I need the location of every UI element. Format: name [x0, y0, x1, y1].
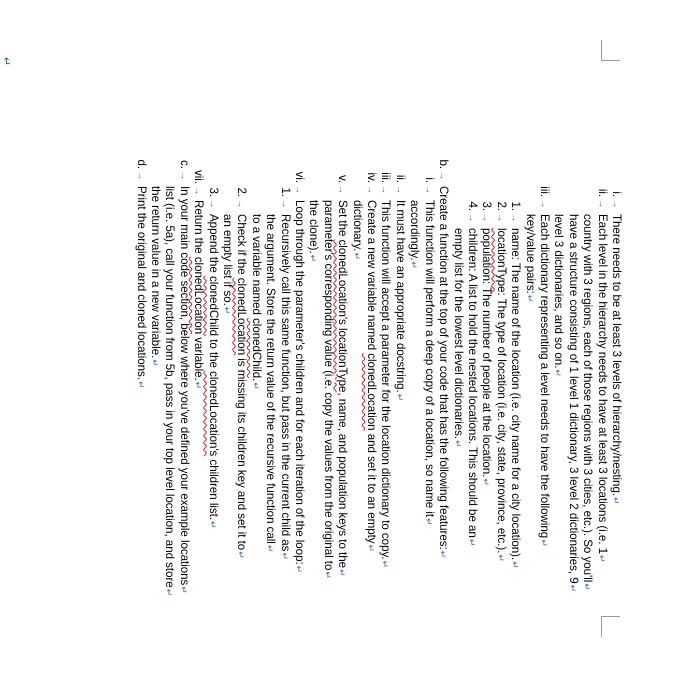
line-text: Print the original and cloned locations.	[134, 186, 148, 380]
tab-arrow-icon: →	[294, 185, 305, 194]
document-line	[479, 160, 493, 700]
paragraph-mark-icon: ↵	[265, 544, 276, 553]
spellcheck-word: clonedLocation's locationType	[336, 239, 350, 393]
tab-arrow-icon: →	[611, 199, 621, 208]
paragraph-mark-icon: ↵	[250, 382, 261, 390]
document-line	[421, 160, 435, 700]
list-marker: 1.→	[509, 201, 523, 222]
document-line	[349, 160, 363, 700]
paragraph-mark-icon: ↵	[207, 521, 218, 529]
paragraph-mark-icon: ↵	[524, 294, 535, 303]
document-line	[234, 160, 248, 700]
line-text: empty list for the lowest level dictionaries.	[451, 228, 465, 440]
document-line	[277, 160, 291, 700]
document-line	[551, 160, 565, 700]
line-text: Append the clonedChild to the clonedLocation's children list.	[206, 214, 220, 520]
document-line	[436, 160, 450, 700]
list-marker: 2.→	[235, 187, 249, 208]
paragraph-mark-icon: ↵	[567, 584, 578, 593]
document-line	[306, 160, 320, 700]
paragraph-mark-icon: ↵	[452, 440, 463, 448]
paragraph-mark-icon: ↵	[222, 306, 233, 315]
tab-arrow-icon: →	[279, 199, 290, 208]
paragraph-mark-icon: ↵	[308, 254, 319, 263]
paragraph-mark-icon: ↵	[236, 551, 247, 559]
paragraph-mark-icon: ↵	[409, 261, 420, 269]
document-line	[407, 160, 421, 700]
document-text-body	[133, 160, 623, 700]
spellcheck-word: clonedLocation	[365, 353, 379, 431]
document-line	[176, 160, 190, 700]
list-marker: 1.→	[278, 187, 292, 208]
paragraph-mark-icon: ↵	[193, 381, 204, 390]
tab-arrow-icon: →	[380, 185, 391, 194]
list-marker: d.→	[134, 159, 148, 180]
line-text: the argument. Store the return value of the recursive function call	[264, 214, 278, 544]
line-text: In your main code section, below where you've defined your example locations	[177, 186, 191, 586]
list-marker: 3.→	[480, 201, 494, 222]
document-line	[580, 160, 594, 700]
tab-arrow-icon: →	[596, 199, 607, 208]
paragraph-mark-icon: ↵	[279, 552, 290, 560]
line-text: parameter's corresponding value (i.e. copy the values from the original to	[321, 200, 335, 571]
line-text: dictionary.	[350, 200, 364, 252]
tab-arrow-icon: →	[423, 185, 434, 194]
paragraph-mark-icon: ↵	[481, 478, 492, 486]
tab-arrow-icon: →	[538, 199, 549, 208]
paragraph-mark-icon: ↵	[337, 568, 348, 577]
line-text: list (i.e. 5a), call your function from 5b, pass in your top level location, and store	[163, 186, 177, 588]
list-marker: vii.→	[192, 170, 206, 195]
spellcheck-word: clonedLocation	[235, 277, 249, 356]
paragraph-mark-icon: ↵	[423, 518, 434, 526]
list-marker: 2.→	[494, 201, 508, 222]
document-line	[148, 160, 162, 700]
tab-arrow-icon: →	[510, 213, 521, 222]
document-line	[594, 160, 608, 700]
list-marker: v.→	[336, 174, 350, 194]
line-text: Loop through the parameter's children and for each iteration of the loop:	[293, 200, 307, 565]
line-text: children: A list to hold the nested locations. This should be an	[465, 228, 479, 538]
line-text: country with 3 regions, each of those regions with 3 cities, etc.). So you'll	[581, 214, 595, 583]
paragraph-mark-icon: ↵	[394, 393, 405, 402]
document-line	[378, 160, 392, 700]
document-line	[320, 160, 334, 700]
line-text: This function will accept a parameter for the location dictionary to copy.	[379, 200, 393, 560]
document-line	[364, 160, 378, 700]
list-marker: i.→	[422, 177, 436, 194]
document-line	[220, 160, 234, 700]
paragraph-mark-icon: ↵	[150, 359, 160, 367]
list-marker: ii.→	[595, 188, 609, 208]
tab-arrow-icon: →	[207, 199, 218, 208]
line-text: Check if the clonedLocation is missing its children key and set it to	[235, 214, 249, 551]
list-marker: iii.→	[379, 172, 393, 194]
paragraph-mark-icon: ↵	[510, 561, 521, 569]
paragraph-mark-icon: ↵	[553, 369, 564, 377]
paragraph-mark-icon: ↵	[322, 571, 333, 579]
tab-arrow-icon: →	[394, 185, 405, 194]
tab-arrow-icon: →	[236, 199, 247, 208]
document-line	[162, 160, 176, 700]
paragraph-mark-icon: ↵	[438, 550, 449, 559]
paragraph-mark-icon: ↵	[582, 583, 593, 591]
paragraph-mark-icon: ↵	[0, 56, 13, 67]
document-line	[537, 160, 551, 700]
list-marker: iii.→	[537, 186, 551, 208]
document-line	[191, 160, 205, 700]
paragraph-mark-icon: ↵	[164, 588, 175, 597]
document-line	[450, 160, 464, 700]
document-line	[133, 160, 147, 700]
line-text: the clone).	[307, 200, 321, 254]
line-text: Return the clonedLocation variable.	[192, 200, 206, 381]
line-text: key/value pairs:	[523, 214, 537, 294]
tab-arrow-icon: →	[366, 185, 377, 194]
paragraph-mark-icon: ↵	[596, 555, 607, 563]
paragraph-mark-icon: ↵	[294, 565, 305, 574]
line-text: have a structure consisting of 1 level 1 dictionary, 3 level 2 dictionaries, 9	[566, 214, 580, 584]
tab-arrow-icon: →	[135, 171, 146, 180]
paragraph-mark-icon: ↵	[495, 554, 506, 562]
line-text: the return value in a new variable.	[149, 186, 162, 359]
paragraph-mark-icon: ↵	[178, 586, 189, 594]
document-line	[609, 160, 623, 700]
line-text: This function will perform a deep copy of a location, so name it	[422, 200, 436, 518]
document-line	[522, 160, 536, 700]
document-line	[205, 160, 219, 700]
paragraph-mark-icon: ↵	[611, 497, 621, 505]
document-line	[263, 160, 277, 700]
paragraph-mark-icon: ↵	[366, 544, 377, 553]
document-line	[335, 160, 349, 700]
spellcheck-word: clonedLocation	[192, 256, 206, 335]
document-line	[292, 160, 306, 700]
tab-arrow-icon: →	[495, 213, 506, 222]
list-marker: b.→	[437, 159, 451, 180]
top-crop-mark	[601, 40, 620, 61]
line-text: There needs to be at least 3 levels of hierarchy/nesting.	[610, 214, 623, 497]
spellcheck-word: locationType	[494, 228, 508, 293]
spellcheck-word: clonedChild	[249, 318, 263, 379]
line-text: It must have an appropriate docstring.	[393, 200, 407, 393]
document-line	[248, 160, 262, 700]
list-marker: iv.→	[365, 172, 379, 194]
list-marker: c.→	[177, 160, 191, 180]
line-text: Each dictionary representing a level needs to have the following	[537, 214, 551, 539]
line-text: to a variable named clonedChild.	[249, 214, 263, 382]
paragraph-mark-icon: ↵	[351, 252, 362, 260]
list-marker: i.→	[610, 191, 623, 208]
document-line	[465, 160, 479, 700]
list-marker: ii.→	[393, 174, 407, 194]
line-text: Create a new variable named clonedLocation and set it to an empty	[365, 200, 379, 544]
line-text: Each level in the hierarchy needs to have at least 3 locations (i.e. 1	[595, 214, 609, 555]
document-line	[508, 160, 522, 700]
line-text: locationType: The type of location (i.e. city, state, province, etc.).	[494, 228, 508, 554]
line-text: Recursively call this same function, but pass in the current child as	[278, 214, 292, 552]
paragraph-mark-icon: ↵	[380, 560, 391, 569]
line-text: name: The name of the location (i.e. city name for a city location).	[509, 228, 523, 561]
line-text: Set the clonedLocation's locationType, name, and population keys to the	[336, 200, 350, 568]
paragraph-mark-icon: ↵	[135, 380, 146, 389]
tab-arrow-icon: →	[337, 185, 348, 194]
line-text: population: The number of people at the location.	[480, 228, 494, 478]
list-marker: vi.→	[293, 171, 307, 194]
line-text: Create a function at the top of your code that has the following features:	[437, 186, 451, 550]
list-marker: 4.→	[465, 201, 479, 222]
document-line	[493, 160, 507, 700]
spellcheck-word: clonedChild	[206, 275, 220, 337]
document-line	[393, 160, 407, 700]
line-text: an empty list if so.	[221, 214, 235, 306]
tab-arrow-icon: →	[481, 213, 492, 222]
tab-arrow-icon: →	[193, 185, 204, 195]
tab-arrow-icon: →	[466, 213, 477, 222]
tab-arrow-icon: →	[178, 171, 189, 180]
paragraph-mark-icon: ↵	[466, 538, 477, 547]
spellcheck-word: clonedLocation's	[206, 371, 220, 457]
line-text: accordingly.	[408, 200, 422, 261]
paragraph-mark-icon: ↵	[538, 539, 549, 547]
line-text: level 3 dictionaries, and so on.	[552, 214, 566, 369]
document-line	[565, 160, 579, 700]
tab-arrow-icon: →	[438, 171, 449, 180]
list-marker: 3.→	[206, 187, 220, 208]
